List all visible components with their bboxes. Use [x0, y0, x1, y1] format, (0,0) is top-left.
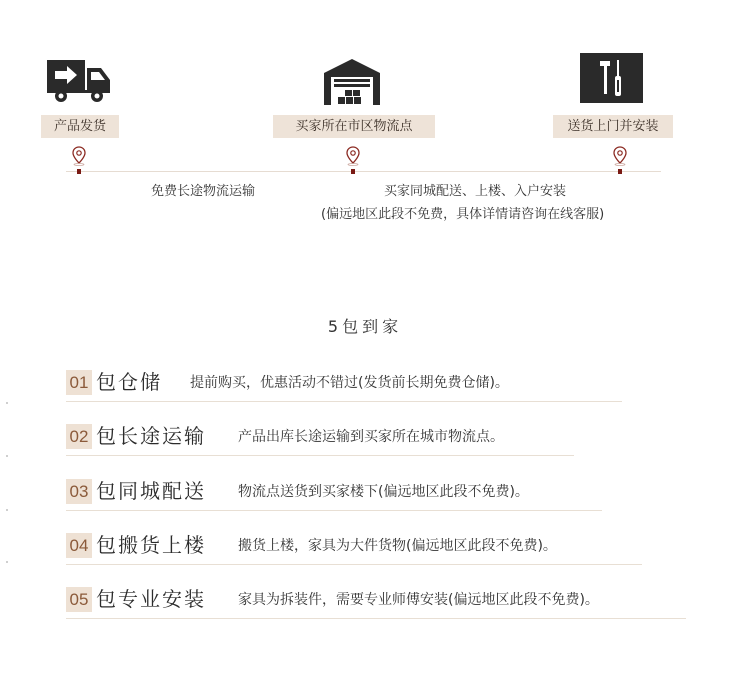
section-title: 5包到家	[327, 317, 403, 336]
item-title: 包搬货上楼	[96, 533, 206, 557]
service-item-storage	[66, 370, 626, 400]
side-dot	[6, 402, 8, 404]
service-item-carry-upstairs	[66, 533, 646, 563]
item-description: 提前购买，优惠活动不错过(发货前长期免费仓储)。	[190, 375, 509, 391]
step-label-delivery-install: 送货上门并安装	[553, 115, 673, 138]
item-title: 包长途运输	[96, 424, 206, 448]
item-description: 物流点送货到买家楼下(偏远地区此段不免费)。	[238, 484, 529, 500]
side-dot	[6, 561, 8, 563]
location-pin-icon	[346, 146, 360, 166]
item-description: 搬货上楼，家具为大件货物(偏远地区此段不免费)。	[238, 538, 557, 554]
item-number: 04	[66, 533, 92, 558]
item-number: 01	[66, 370, 92, 395]
item-title: 包同城配送	[96, 479, 206, 503]
item-divider	[66, 455, 574, 456]
segment-local-note: (偏远地区此段不免费，具体详情请咨询在线客服)	[321, 207, 605, 222]
item-divider	[66, 510, 602, 511]
service-item-installation	[66, 587, 690, 617]
item-number: 05	[66, 587, 92, 612]
route-timeline	[66, 171, 661, 172]
location-pin-icon	[72, 146, 86, 166]
item-description: 产品出库长途运输到买家所在城市物流点。	[238, 429, 504, 445]
route-marker	[618, 169, 622, 174]
item-number: 03	[66, 479, 92, 504]
item-number: 02	[66, 424, 92, 449]
route-marker	[351, 169, 355, 174]
warehouse-icon	[324, 57, 380, 105]
item-divider	[66, 401, 622, 402]
item-divider	[66, 618, 686, 619]
step-label-shipping: 产品发货	[41, 115, 119, 138]
route-marker	[77, 169, 81, 174]
segment-local-delivery: 买家同城配送、上楼、入户安装	[384, 184, 567, 199]
segment-long-haul: 免费长途物流运输	[151, 184, 256, 199]
service-item-long-haul	[66, 424, 576, 454]
side-dot	[6, 455, 8, 457]
tools-icon	[580, 53, 643, 103]
location-pin-icon	[613, 146, 627, 166]
item-description: 家具为拆装件，需要专业师傅安装(偏远地区此段不免费)。	[238, 592, 599, 608]
service-item-city-delivery	[66, 479, 606, 509]
step-label-city-hub: 买家所在市区物流点	[273, 115, 435, 138]
side-dot	[6, 509, 8, 511]
item-divider	[66, 564, 642, 565]
truck-icon	[47, 58, 113, 104]
item-title: 包专业安装	[96, 587, 206, 611]
item-title: 包仓储	[96, 370, 162, 394]
